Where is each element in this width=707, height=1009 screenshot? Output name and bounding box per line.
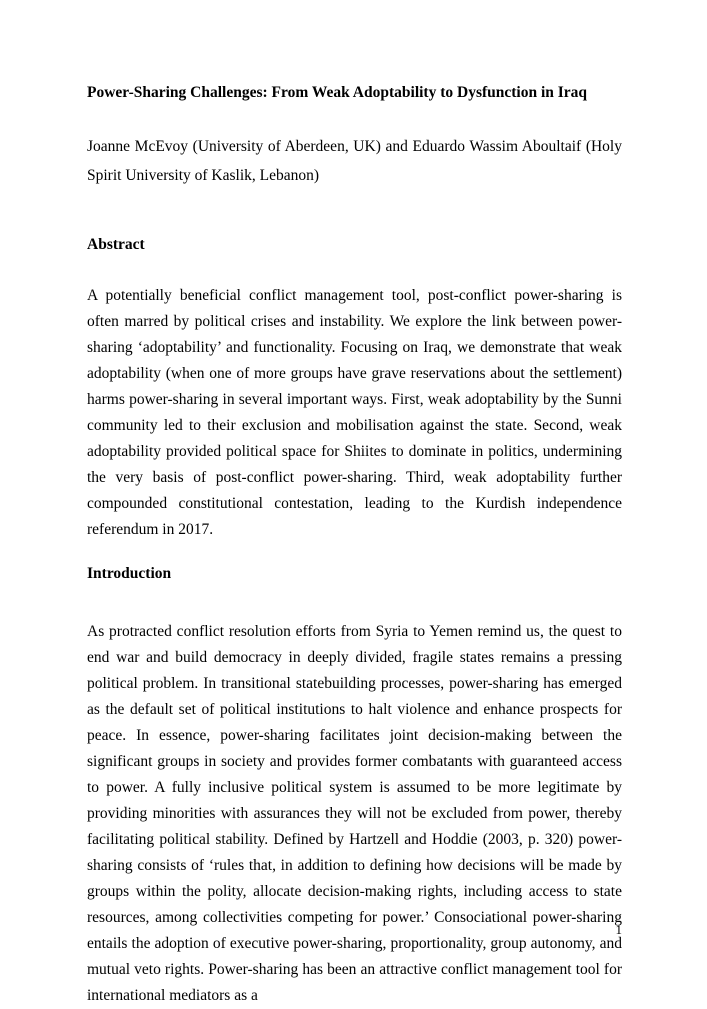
- introduction-paragraph: As protracted conflict resolution efforts from Syria to Yemen remind us, the quest to end war and build democracy in deeply divided, fragile states remains a pressing political problem. In transitional statebuilding processes, power-sharing has emerged as the default set of political institutions to halt violence and enhance prospects for peace. In essence, power-sharing facilitates joint decision-making between the significant groups in society and provides former combatants with guaranteed access to power. A fully inclusive political system is assumed to be more legitimate by providing minorities with assurances they will not be excluded from power, thereby facilitating political stability. Defined by Hartzell and Hoddie (2003, p. 320) power-sharing consists of ‘rules that, in addition to defining how decisions will be made by groups within the polity, allocate decision-making rights, including access to state resources, among collectivities competing for power.’ Consociational power-sharing entails the adoption of executive power-sharing, proportionality, group autonomy, and mutual veto rights. Power-sharing has been an attractive conflict management tool for international mediators as a: [87, 623, 622, 1004]
- page-content: [87, 0, 622, 1009]
- paper-title: Power-Sharing Challenges: From Weak Adoptability to Dysfunction in Iraq: [87, 84, 588, 101]
- abstract-heading: Abstract: [87, 236, 145, 253]
- authors-line: Joanne McEvoy (University of Aberdeen, UK) and Eduardo Wassim Aboultaif (Holy Spirit University of Kaslik, Lebanon): [87, 138, 622, 184]
- abstract-paragraph: A potentially beneficial conflict management tool, post-conflict power-sharing is often marred by political crises and instability. We explore the link between power-sharing ‘adoptability’ and functionality. Focusing on Iraq, we demonstrate that weak adoptability (when one of more groups have grave reservations about the settlement) harms power-sharing in several important ways. First, weak adoptability by the Sunni community led to their exclusion and mobilisation against the state. Second, weak adoptability provided political space for Shiites to dominate in politics, undermining the very basis of post-conflict power-sharing. Third, weak adoptability further compounded constitutional contestation, leading to the Kurdish independence referendum in 2017.: [87, 287, 622, 538]
- page-number: 1: [615, 922, 622, 937]
- introduction-heading: Introduction: [87, 565, 172, 582]
